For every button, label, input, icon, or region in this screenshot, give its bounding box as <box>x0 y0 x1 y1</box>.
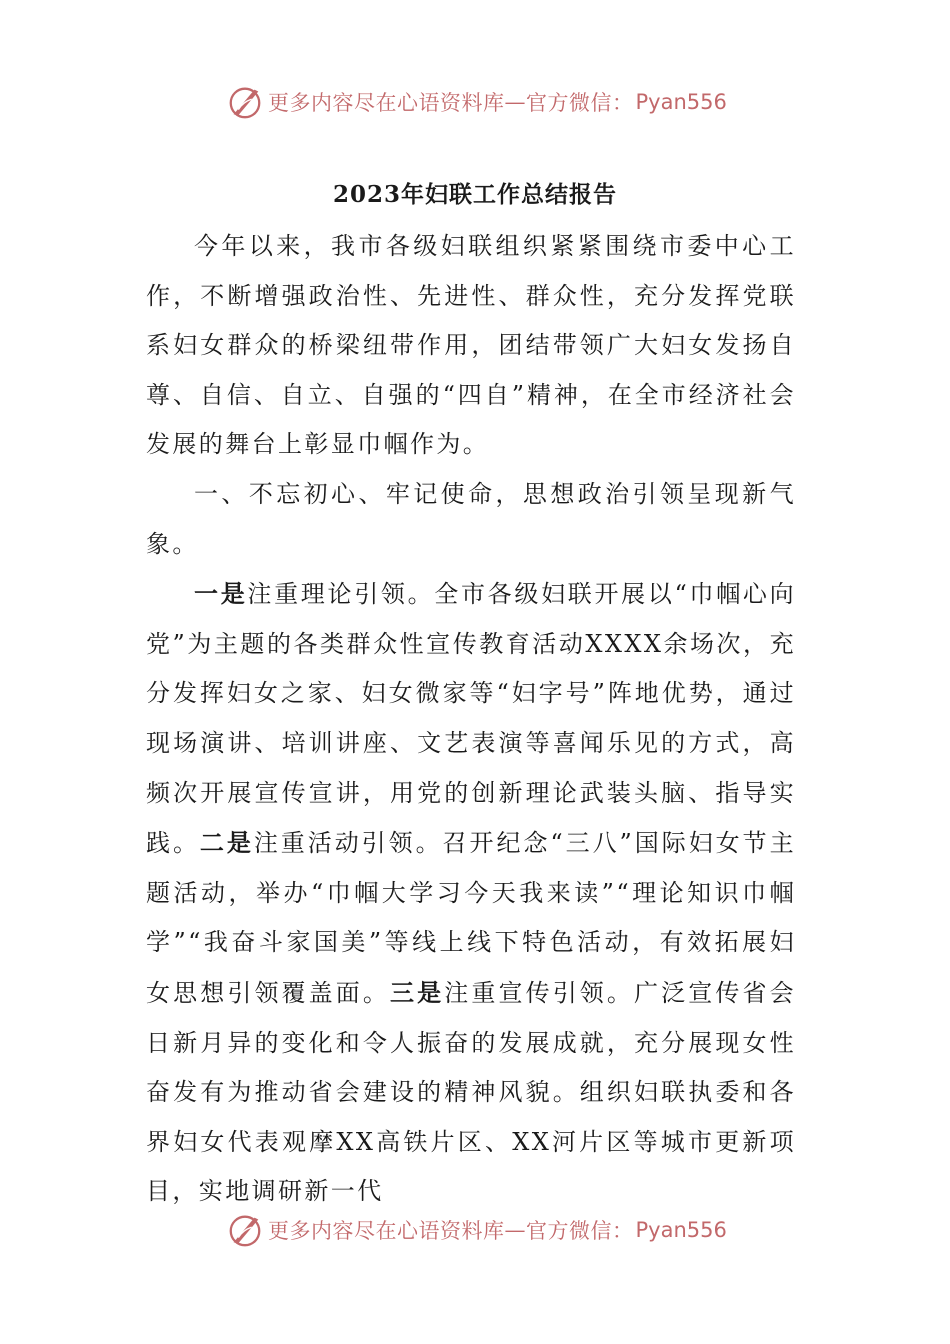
point-one-text: 注重理论引领。全市各级妇联开展以“巾帼心向党”为主题的各类群众性宣传教育活动XXXX余场次，充分发挥妇女之家、妇女微家等“妇字号”阵地优势，通过现场演讲、培训讲座、文艺表演等喜闻乐见的方式，高频次开展宣传宣讲，用党的创新理论武装头脑、指导实践。 <box>146 580 796 858</box>
intro-paragraph: 今年以来，我市各级妇联组织紧紧围绕市委中心工作，不断增强政治性、先进性、群众性，充分发挥党联系妇女群众的桥梁纽带作用，团结带领广大妇女发扬自尊、自信、自立、自强的“四自”精神，在全市经济社会发展的舞台上彰显巾帼作为。 <box>146 232 796 459</box>
banner-wechat-id: Pyan556 <box>635 1218 727 1242</box>
point-three-lead: 三是 <box>390 977 445 1007</box>
quill-pen-seal-icon <box>226 1211 264 1249</box>
point-one-lead: 一是 <box>194 579 248 609</box>
banner-dash: — <box>504 1218 526 1242</box>
header-banner <box>226 82 746 122</box>
banner-wechat-label: 官方微信： <box>526 1219 634 1243</box>
banner-wechat-label: 官方微信： <box>526 91 634 115</box>
point-two-text: 注重活动引领。召开纪念“三八”国际妇女节主题活动，举办“巾帼大学习今天我来读”“理论知识巾帼学”“我奋斗家国美”等线上线下特色活动，有效拓展妇女思想引领覆盖面。 <box>146 829 796 1007</box>
section-one-heading: 一、不忘初心、牢记使命，思想政治引领呈现新气象。 <box>146 479 796 558</box>
footer-banner <box>226 1210 746 1250</box>
point-two-lead: 二是 <box>199 828 254 858</box>
banner-dash: — <box>504 90 526 114</box>
section-one-paragraph <box>146 569 796 1217</box>
document-title: 2023年妇联工作总结报告 <box>332 181 617 208</box>
document-body <box>146 222 796 1217</box>
point-three-text: 注重宣传引领。广泛宣传省会日新月异的变化和令人振奋的发展成就，充分展现女性奋发有为推动省会建设的精神风貌。组织妇联执委和各界妇女代表观摩XX高铁片区、XX河片区等城市更新项目，实地调研新一代 <box>146 978 796 1206</box>
quill-pen-seal-icon <box>226 83 264 121</box>
banner-wechat-id: Pyan556 <box>635 90 727 114</box>
banner-site-name: 更多内容尽在心语资料库 <box>268 1219 505 1243</box>
banner-site-name: 更多内容尽在心语资料库 <box>268 91 505 115</box>
